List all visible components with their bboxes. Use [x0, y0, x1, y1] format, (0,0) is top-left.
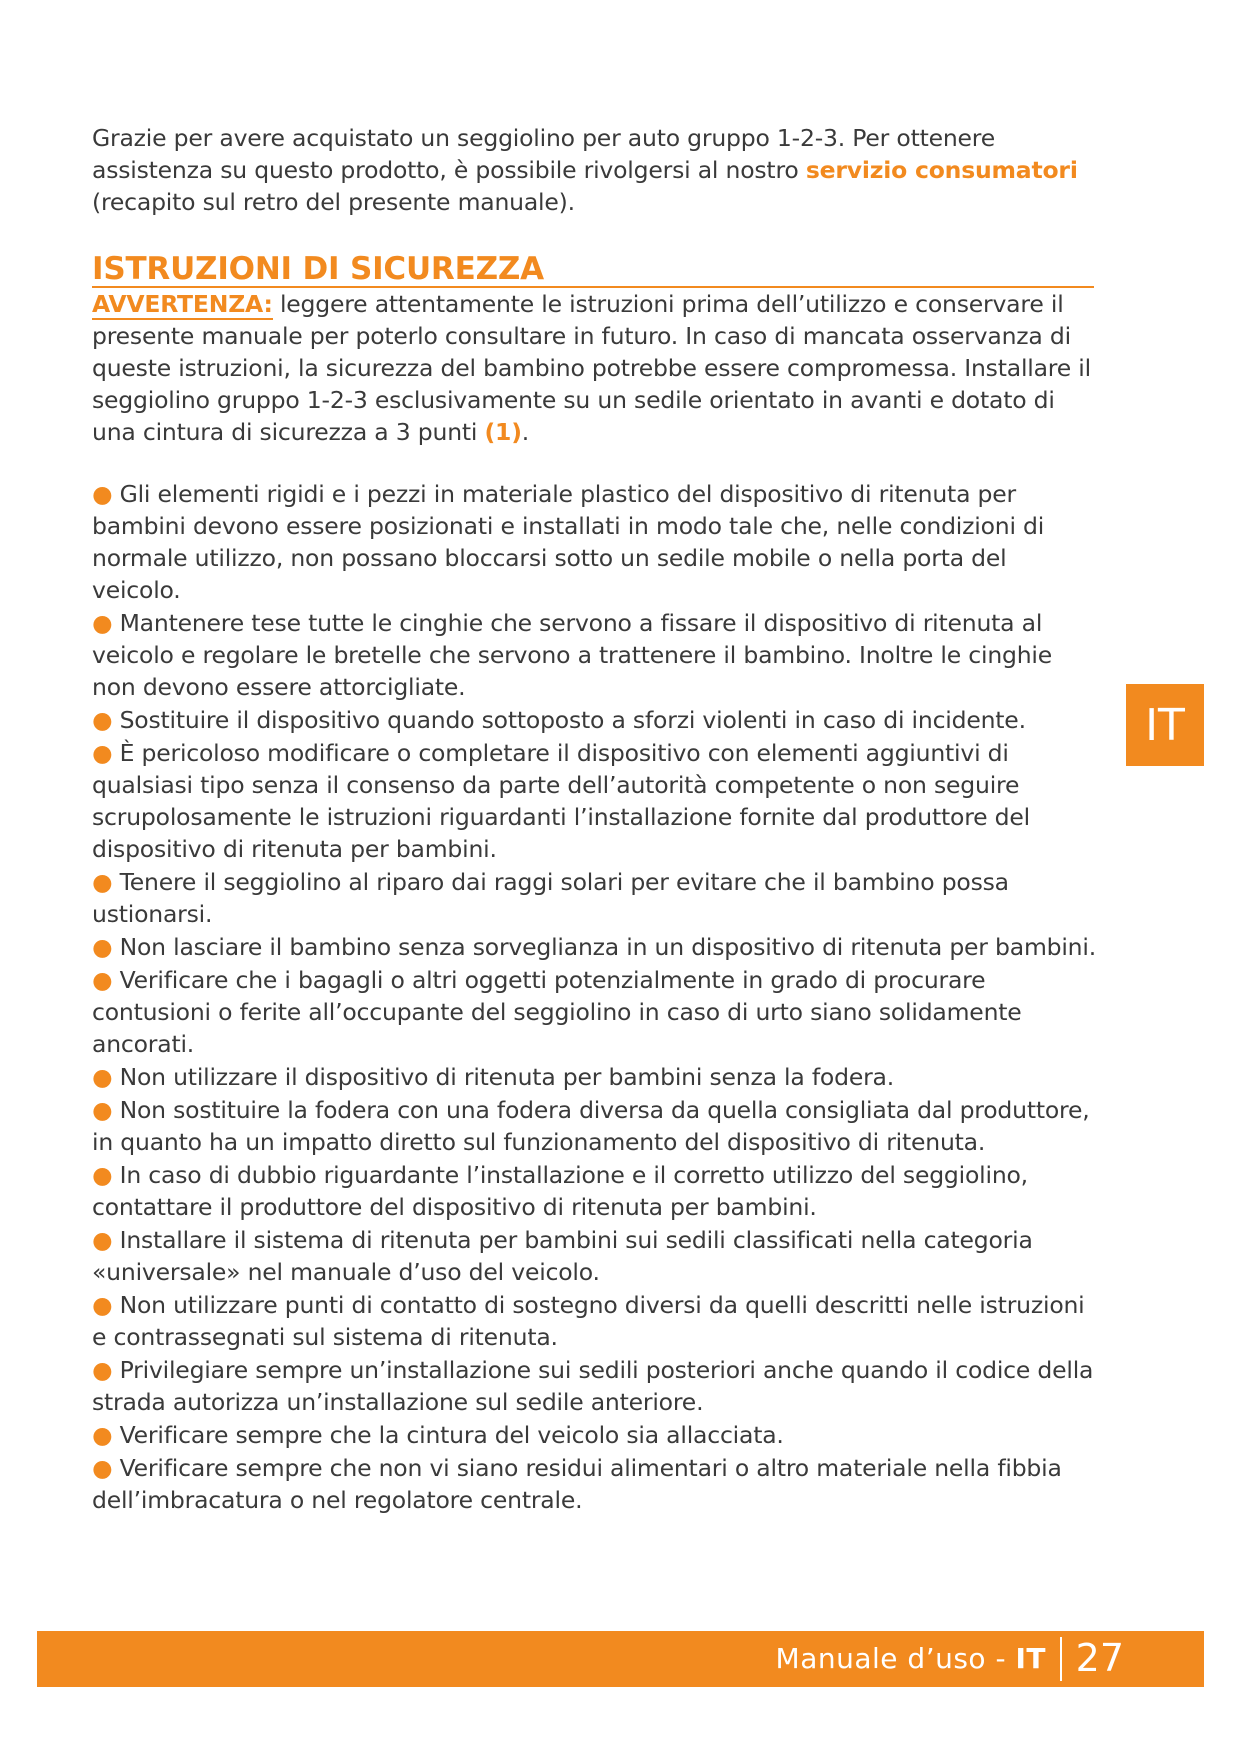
list-item-text: Non utilizzare il dispositivo di ritenuta per bambini senza la fodera. — [119, 1063, 895, 1091]
bullet-dot-icon: ● — [92, 1454, 113, 1482]
list-item-text: Privilegiare sempre un’installazione sui sedili posteriori anche quando il codice della strada autorizza un’installazione sul sedile anteriore. — [92, 1356, 1094, 1416]
bullet-dot-icon: ● — [92, 1291, 113, 1319]
list-item — [92, 1452, 1102, 1516]
page-footer — [37, 1631, 1204, 1687]
list-item — [92, 704, 1102, 736]
list-item-text: È pericoloso modificare o completare il dispositivo con elementi aggiuntivi di qualsiasi tipo senza il consenso da parte dell’autorità competente o non seguire scrupolosamente le istruzioni riguardanti l’installazione fornite dal produttore del dispositivo di ritenuta per bambini. — [92, 739, 1030, 863]
list-item-text: Non sostituire la fodera con una fodera diversa da quella consigliata dal produttore, in quanto ha un impatto diretto sul funzionamento del dispositivo di ritenuta. — [92, 1096, 1090, 1156]
bullet-dot-icon: ● — [92, 1356, 113, 1384]
list-item — [92, 1061, 1102, 1093]
list-item-text: Verificare sempre che non vi siano residui alimentari o altro materiale nella fibbia dell’imbracatura o nel regolatore centrale. — [92, 1454, 1062, 1514]
list-item — [92, 478, 1102, 606]
list-item — [92, 931, 1102, 963]
list-item — [92, 1419, 1102, 1451]
page-content — [92, 122, 1102, 1517]
bullet-dot-icon: ● — [92, 1096, 113, 1124]
bullet-dot-icon: ● — [92, 739, 113, 767]
list-item — [92, 964, 1102, 1060]
footer-manual-label: Manuale d’uso - — [775, 1642, 1016, 1675]
list-item-text: Mantenere tese tutte le cinghie che servono a fissare il dispositivo di ritenuta al veicolo e regolare le bretelle che servono a trattenere il bambino. Inoltre le cinghie non devono essere attorcigliate. — [92, 609, 1053, 701]
list-item-text: Gli elementi rigidi e i pezzi in materiale plastico del dispositivo di ritenuta per bambini devono essere posizionati e installati in modo tale che, nelle condizioni di normale utilizzo, non possano bloccarsi sotto un sedile mobile o nella porta del veicolo. — [92, 480, 1045, 604]
list-item-text: Non lasciare il bambino senza sorveglianza in un dispositivo di ritenuta per bambini. — [119, 933, 1096, 961]
bullet-dot-icon: ● — [92, 480, 113, 508]
bullet-dot-icon: ● — [92, 1063, 113, 1091]
bullet-dot-icon: ● — [92, 1161, 113, 1189]
footer-language: IT — [1015, 1642, 1046, 1675]
list-item — [92, 866, 1102, 930]
intro-paragraph — [92, 122, 1102, 218]
language-tab: IT — [1126, 684, 1204, 766]
bullet-dot-icon: ● — [92, 1226, 113, 1254]
list-item-text: Tenere il seggiolino al riparo dai raggi solari per evitare che il bambino possa ustionarsi. — [92, 868, 1009, 928]
section-title: ISTRUZIONI DI SICUREZZA — [92, 252, 1094, 288]
list-item — [92, 1289, 1102, 1353]
list-item-text: Installare il sistema di ritenuta per bambini sui sedili classificati nella categoria «universale» nel manuale d’uso del veicolo. — [92, 1226, 1033, 1286]
intro-text-end: (recapito sul retro del presente manuale). — [92, 188, 575, 216]
list-item-text: Non utilizzare punti di contatto di sostegno diversi da quelli descritti nelle istruzioni e contrassegnati sul sistema di ritenuta. — [92, 1291, 1085, 1351]
warning-paragraph — [92, 288, 1102, 448]
list-item-text: In caso di dubbio riguardante l’installazione e il corretto utilizzo del seggiolino, contattare il produttore del dispositivo di ritenuta per bambini. — [92, 1161, 1028, 1221]
figure-reference: (1) — [484, 418, 522, 446]
warning-label: AVVERTENZA: — [92, 290, 273, 318]
list-item — [92, 607, 1102, 703]
safety-list — [92, 478, 1102, 1516]
consumer-service-highlight: servizio consumatori — [805, 156, 1078, 184]
list-item-text: Sostituire il dispositivo quando sottoposto a sforzi violenti in caso di incidente. — [119, 706, 1026, 734]
bullet-dot-icon: ● — [92, 1421, 113, 1449]
footer-divider — [1060, 1637, 1062, 1681]
bullet-dot-icon: ● — [92, 868, 113, 896]
intro-text: Grazie per avere acquistato un seggiolino per auto gruppo 1-2-3. Per ottenere assistenza su questo prodotto, è possibile rivolgersi al nostro — [92, 124, 996, 184]
footer-label — [776, 1640, 1046, 1678]
list-item — [92, 737, 1102, 865]
warning-end: . — [521, 418, 530, 446]
list-item — [92, 1354, 1102, 1418]
list-item — [92, 1159, 1102, 1223]
bullet-dot-icon: ● — [92, 966, 113, 994]
warning-text: leggere attentamente le istruzioni prima dell’utilizzo e conservare il presente manuale per poterlo consultare in futuro. In caso di mancata osservanza di queste istruzioni, la sicurezza del bambino potrebbe essere compromessa. Installare il seggiolino gruppo 1-2-3 esclusivamente su un sedile orientato in avanti e dotato di una cintura di sicurezza a 3 punti — [92, 290, 1091, 446]
page-number: 27 — [1075, 1636, 1124, 1680]
list-item — [92, 1224, 1102, 1288]
list-item — [92, 1094, 1102, 1158]
bullet-dot-icon: ● — [92, 609, 113, 637]
list-item-text: Verificare che i bagagli o altri oggetti potenzialmente in grado di procurare contusioni o ferite all’occupante del seggiolino in caso di urto siano solidamente ancorati. — [92, 966, 1022, 1058]
bullet-dot-icon: ● — [92, 933, 113, 961]
bullet-dot-icon: ● — [92, 706, 113, 734]
list-item-text: Verificare sempre che la cintura del veicolo sia allacciata. — [119, 1421, 784, 1449]
